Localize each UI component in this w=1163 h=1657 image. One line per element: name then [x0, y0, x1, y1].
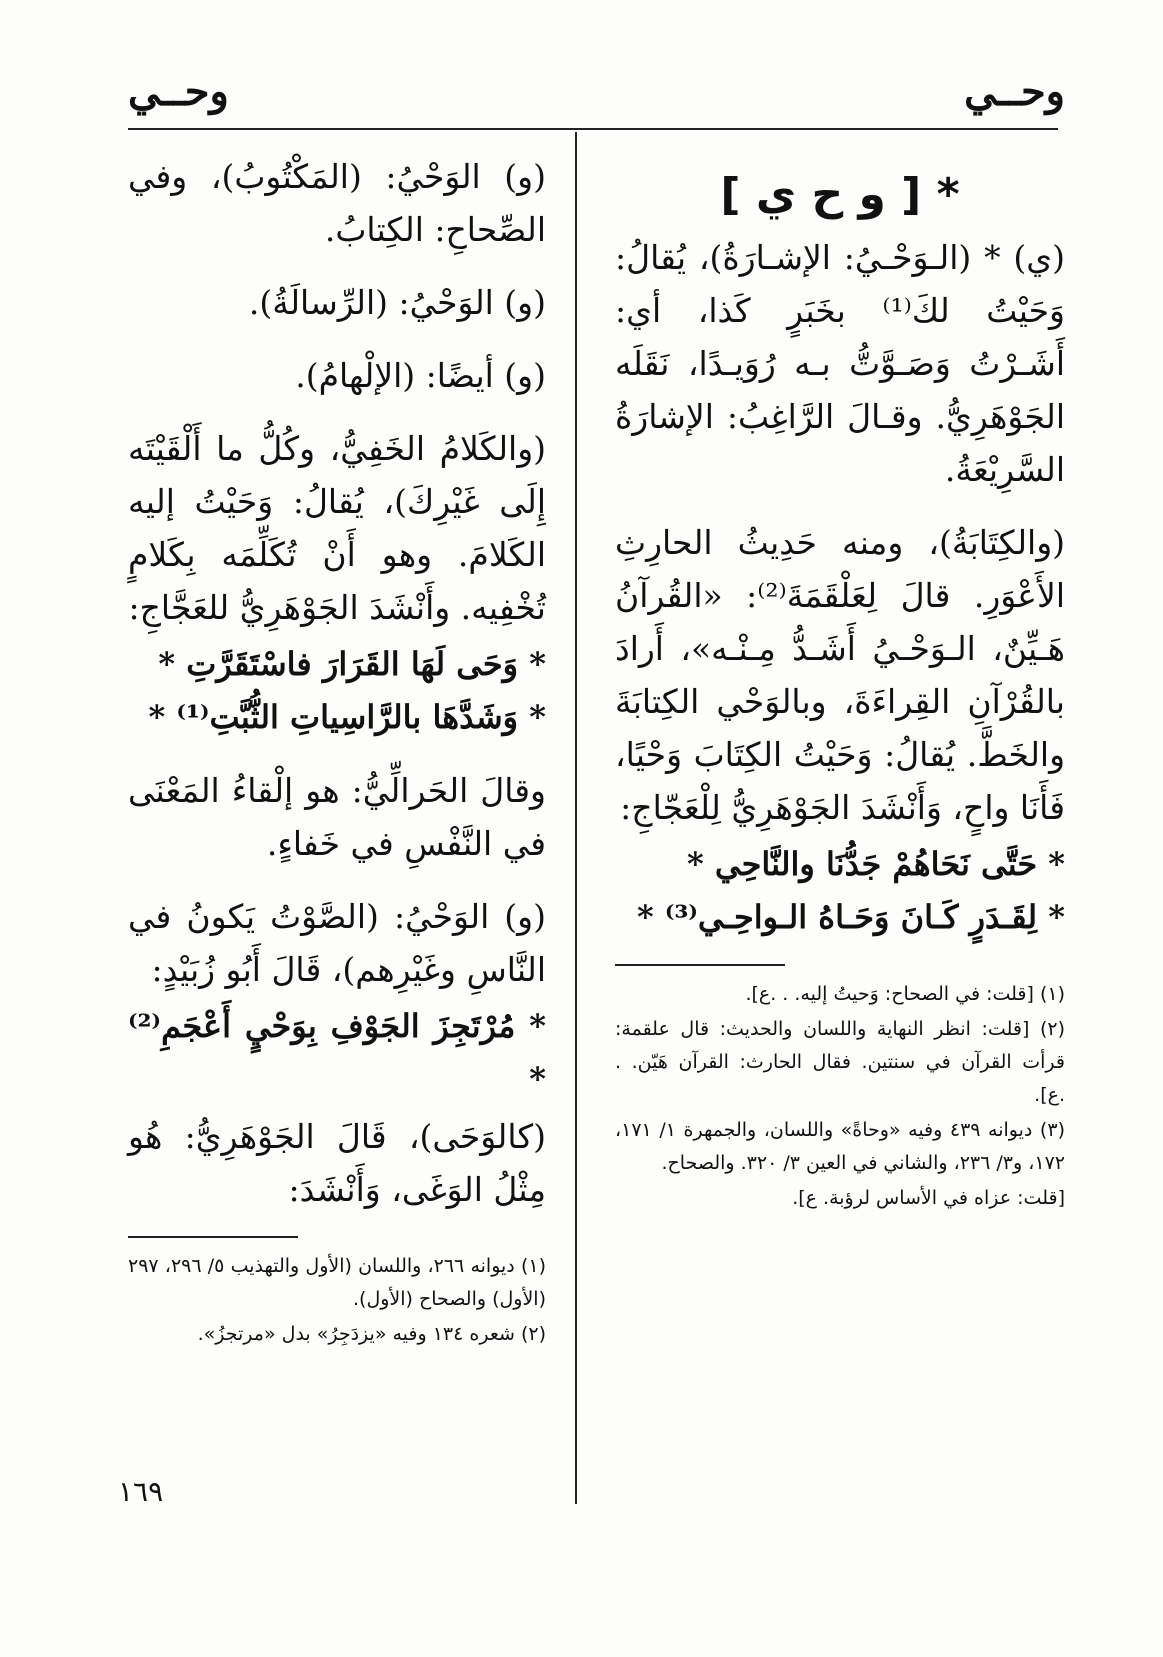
header-word-right: وحــي [964, 68, 1065, 115]
footnote: (٢) [قلت: انظر النهاية واللسان والحديث: قال علقمة: قرأت القرآن في سنتين. فقال الحارث: القرآن هَيّن. . .ع]. [615, 1018, 1065, 1106]
footnote: (٢) شعره ١٣٤ وفيه «يزدَجِرُ» بدل «مرتجزُ». [197, 1323, 546, 1345]
paragraph: (كالوَحَى)، قَالَ الجَوْهَرِيُّ: هُو مِثْلُ الوَغَى، وَأَنْشَدَ: [128, 1117, 546, 1209]
footnote: (١) ديوانه ٢٦٦، واللسان (الأول والتهذيب ٥/ ٢٩٦، ٢٩٧ (الأول) والصحاح (الأول). [128, 1255, 547, 1310]
verse-line: * وَشَدَّهَا بالرَّاسِياتِ الثُّبَّتِ⁽¹⁾ * [148, 698, 546, 736]
verse-line: * لِقَـدَرٍ كَـانَ وَحَـاهُ الـواحِـي⁽³⁾ * [636, 898, 1065, 936]
paragraph: (ي) * (الـوَحْـيُ: الإشـارَةُ)، يُقالُ: وَحَيْتُ لكَ⁽¹⁾ بخَبَرٍ كَذا، أي: أَشَـرْتُ وَصَـوَّتُّ بـه رُوَيـدًا، نَقَلَه الجَوْهَرِيُّ. وقـالَ الرَّاغِبُ: الإشارَةُ السَّرِيْعَةُ. [615, 238, 1065, 489]
footnote: (١) [قلت: في الصحاح: وَحيتُ إليه. . .ع]. [745, 983, 1065, 1005]
footnotes-left [128, 1250, 546, 1351]
footnote: (٣) ديوانه ٤٣٩ وفيه «وحاةً» واللسان، والجمهرة ١/ ١٧١، ١٧٢، و٣/ ٢٣٦، والشاني في العين ٣/ ٣٢٠. والصحاح. [615, 1119, 1065, 1174]
verse-line: * وَحَى لَهَا القَرَارَ فاسْتَقَرَّتِ * [158, 645, 546, 683]
page-number: ١٦٩ [118, 1475, 164, 1508]
paragraph: (و) أيضًا: (الإلْهامُ). [295, 356, 546, 395]
footnote-rule [615, 964, 785, 966]
column-divider [575, 132, 577, 1504]
footnote: [قلت: عزاه في الأساس لرؤبة. ع]. [792, 1187, 1065, 1209]
footnotes-right [615, 978, 1065, 1215]
paragraph: (و) الوَحْيُ: (الصَّوْتُ يَكونُ في النَّاسِ وغَيْرِهم)، قَالَ أَبُو زُبَيْدٍ: [128, 897, 546, 989]
paragraph: (و) الوَحْيُ: (المَكْتُوبُ)، وفي الصِّحاحِ: الكِتابُ. [128, 157, 546, 249]
header-rule [128, 128, 1058, 130]
paragraph: (والكَلامُ الخَفِيُّ، وكُلُّ ما أَلْقَيْتَه إِلَى غَيْرِكَ)، يُقالُ: وَحَيْتُ إليه الكَلامَ. وهو أَنْ تُكَلِّمَه بِكَلامٍ تُخْفِيه. وأَنْشَدَ الجَوْهَرِيُّ للعَجَّاجِ: [128, 429, 546, 627]
left-column [128, 150, 546, 1353]
verse-line: * حَتَّى نَحَاهُمْ جَدُّنَا والنَّاحِي * [687, 845, 1065, 883]
header-word-left: وحــي [128, 68, 229, 115]
paragraph: (والكِتَابَةُ)، ومنه حَدِيثُ الحارِثِ الأَعْوَرِ. قالَ لِعَلْقَمَةَ⁽²⁾: «القُرآنُ هَـيِّنٌ، الـوَحْـيُ أَشَـدُّ مِـنْـه»، أَرادَ بالقُرْآنِ القِراءَةَ، وبالوَحْي الكِتابَةَ والخَطَّ. يُقالُ: وَحَيْتُ الكِتَابَ وَحْيًا، فَأَنَا واحٍ، وَأَنْشَدَ الجَوْهَرِيُّ لِلْعَجّاجِ: [615, 523, 1065, 827]
paragraph: (و) الوَحْيُ: (الرِّسالَةُ). [248, 283, 546, 322]
verse-line: * مُرْتَجِزَ الجَوْفِ بِوَحْيٍ أَعْجَمِ⁽²⁾ * [128, 1007, 546, 1098]
footnote-rule [128, 1236, 298, 1238]
paragraph: وقالَ الحَرالِّيُّ: هو إلْقاءُ المَعْنَى في النَّفْسِ في خَفاءٍ. [128, 771, 546, 863]
right-column [615, 150, 1065, 1217]
entry-title: * [ و ح ي ] [720, 169, 960, 220]
